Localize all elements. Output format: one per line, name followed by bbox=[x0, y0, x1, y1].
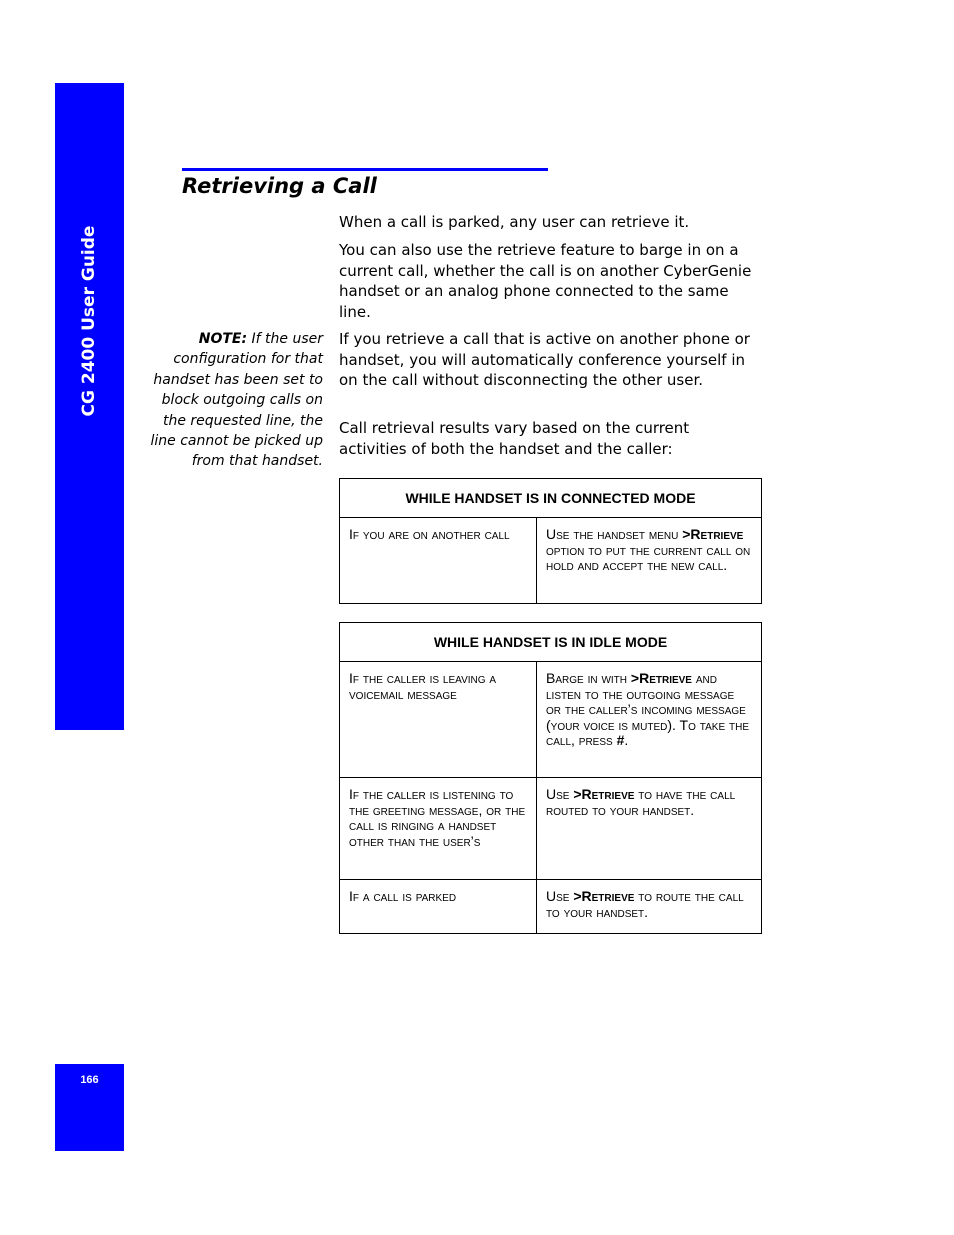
condition-cell: If you are on another call bbox=[340, 518, 537, 604]
action-cell bbox=[537, 662, 762, 778]
table-header: WHILE HANDSET IS IN IDLE MODE bbox=[340, 623, 762, 662]
action-text: . bbox=[624, 732, 629, 749]
action-text: Use the handset menu bbox=[546, 526, 683, 542]
menu-command: >Retrieve bbox=[573, 888, 635, 904]
condition-cell: If the caller is leaving a voicemail message bbox=[340, 662, 537, 778]
paragraph-conference: If you retrieve a call that is active on another phone or handset, you will automatically conference yourself in on the call without disconnecting the other user. bbox=[339, 330, 750, 389]
margin-note bbox=[148, 329, 323, 472]
table-row bbox=[340, 880, 762, 934]
action-cell bbox=[537, 880, 762, 934]
section-title: Retrieving a Call bbox=[182, 174, 377, 198]
table-header: WHILE HANDSET IS IN CONNECTED MODE bbox=[340, 479, 762, 518]
pound-key: # bbox=[616, 732, 625, 749]
condition-cell: If the caller is listening to the greeting message, or the call is ringing a handset other than the user’s bbox=[340, 778, 537, 880]
action-text: to have the call routed to your handset. bbox=[546, 786, 736, 818]
guide-title: CG 2400 User Guide bbox=[79, 225, 99, 417]
paragraph-parked: When a call is parked, any user can retrieve it. bbox=[339, 213, 690, 231]
condition-cell: If a call is parked bbox=[340, 880, 537, 934]
action-text: to route the call to your handset. bbox=[546, 888, 744, 920]
idle-mode-table bbox=[339, 622, 762, 934]
action-text: and listen to the outgoing message or the caller’s incoming message (your voice is muted). To take the call, press bbox=[546, 670, 750, 749]
sidebar-title-box bbox=[55, 83, 124, 730]
action-text: option to put the current call on hold and accept the new call. bbox=[546, 541, 751, 574]
menu-command: >Retrieve bbox=[630, 670, 692, 686]
heading-rule bbox=[182, 168, 548, 171]
action-cell bbox=[537, 518, 762, 604]
page-number-box bbox=[55, 1064, 124, 1151]
action-cell bbox=[537, 778, 762, 880]
action-text: Use bbox=[546, 888, 574, 904]
note-label: NOTE: bbox=[198, 331, 248, 347]
table-row bbox=[340, 518, 762, 604]
connected-mode-table bbox=[339, 478, 762, 604]
page-number: 166 bbox=[80, 1074, 99, 1086]
action-text: Use bbox=[546, 786, 574, 802]
table-row bbox=[340, 778, 762, 880]
action-text: Barge in with bbox=[546, 670, 631, 686]
paragraph-barge-in: You can also use the retrieve feature to barge in on a current call, whether the call is on another CyberGenie handset or an analog phone connected to the same line. bbox=[339, 241, 752, 321]
table-row bbox=[340, 662, 762, 778]
paragraph-results: Call retrieval results vary based on the current activities of both the handset and the caller: bbox=[339, 419, 690, 458]
note-text: If the user configuration for that handset has been set to block outgoing calls on the requested line, the line cannot be picked up from that handset. bbox=[150, 331, 323, 470]
menu-command: >Retrieve bbox=[682, 526, 744, 542]
menu-command: >Retrieve bbox=[573, 786, 635, 802]
